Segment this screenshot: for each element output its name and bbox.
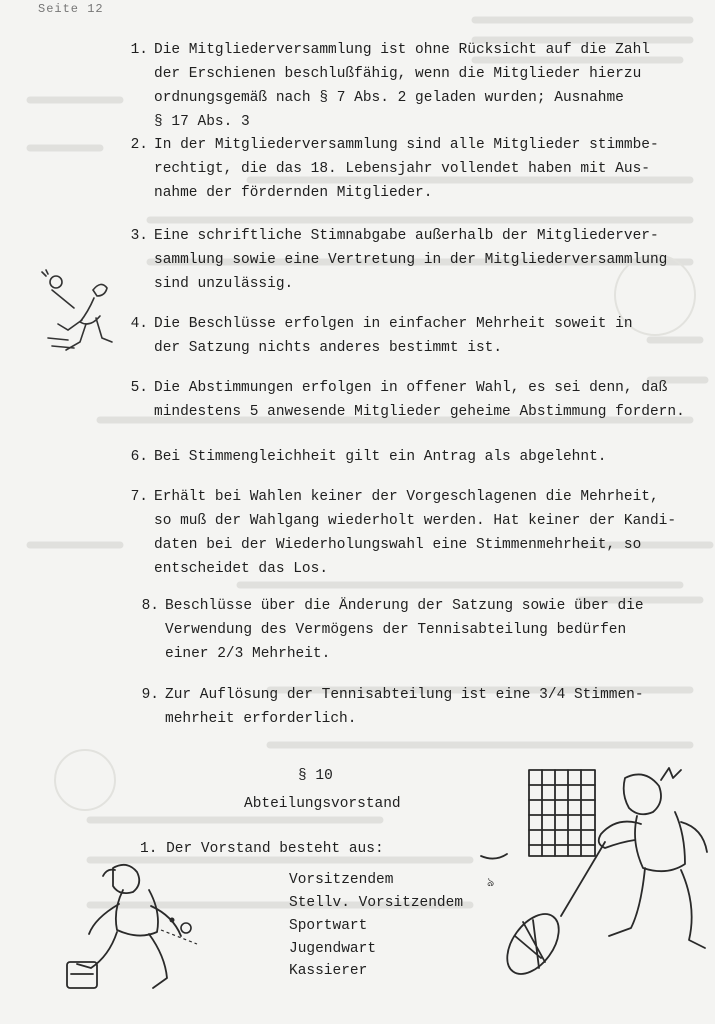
- clause-3: [122, 224, 702, 296]
- clause-text: sind unzulässig.: [154, 276, 294, 292]
- clause-text: der Erschienen beschlußfähig, wenn die Mitglieder hierzu: [154, 66, 642, 82]
- clause-4: [122, 312, 702, 360]
- clause-number: 6.: [130, 449, 148, 465]
- section-symbol: § 10: [298, 768, 333, 784]
- clause-text: Die Beschlüsse erfolgen in einfacher Mehrheit soweit in: [154, 316, 633, 332]
- clause-8: [133, 594, 713, 666]
- clause-9: [133, 683, 713, 731]
- board-intro-text: Der Vorstand besteht aus:: [166, 841, 384, 857]
- clause-text: mindestens 5 anwesende Mitglieder geheime Abstimmung fordern.: [154, 404, 685, 420]
- clause-text: Die Abstimmungen erfolgen in offener Wahl, es sei denn, daß: [154, 380, 668, 396]
- clause-2: [122, 133, 702, 205]
- clause-text: ordnungsgemäß nach § 7 Abs. 2 geladen wurden; Ausnahme: [154, 90, 624, 106]
- clause-text: Zur Auflösung der Tennisabteilung ist eine 3/4 Stimmen-: [165, 687, 644, 703]
- clause-text: Erhält bei Wahlen keiner der Vorgeschlagenen die Mehrheit,: [154, 489, 659, 505]
- clause-number: 3.: [130, 228, 148, 244]
- clause-text: sammlung sowie eine Vertretung in der Mitgliederversammlung: [154, 252, 668, 268]
- clause-text: einer 2/3 Mehrheit.: [165, 646, 331, 662]
- board-member: Stellv. Vorsitzendem: [289, 895, 464, 911]
- clause-number: 2.: [130, 137, 148, 153]
- clause-number: 1.: [130, 42, 148, 58]
- clause-text: Bei Stimmengleichheit gilt ein Antrag als abgelehnt.: [154, 449, 607, 465]
- clause-number: 4.: [130, 316, 148, 332]
- board-intro: [140, 841, 384, 857]
- clause-text: Verwendung des Vermögens der Tennisabteilung bedürfen: [165, 622, 627, 638]
- board-member: Sportwart: [289, 918, 368, 934]
- clause-number: 7.: [130, 489, 148, 505]
- clause-number: 8.: [141, 598, 159, 614]
- clause-text: Eine schriftliche Stimnabgabe außerhalb der Mitgliederver-: [154, 228, 659, 244]
- board-member: Vorsitzendem: [289, 872, 394, 888]
- clause-number: 9.: [141, 687, 159, 703]
- clause-1: [122, 38, 702, 134]
- clause-text: Die Mitgliederversammlung ist ohne Rücksicht auf die Zahl: [154, 42, 650, 58]
- board-number: 1.: [140, 841, 158, 857]
- board-member: Jugendwart: [289, 941, 377, 957]
- clause-text: der Satzung nichts anderes bestimmt ist.: [154, 340, 503, 356]
- clause-5: [122, 376, 702, 424]
- section-title: Abteilungsvorstand: [244, 796, 401, 812]
- clause-text: rechtigt, die das 18. Lebensjahr vollendet haben mit Aus-: [154, 161, 650, 177]
- clause-text: nahme der fördernden Mitglieder.: [154, 185, 433, 201]
- clause-number: 5.: [130, 380, 148, 396]
- board-member: Kassierer: [289, 963, 368, 979]
- clause-text: so muß der Wahlgang wiederholt werden. Hat keiner der Kandi-: [154, 513, 677, 529]
- page-number: Seite 12: [38, 2, 104, 16]
- tennis-player-doodle-left: [38, 268, 128, 358]
- ball-boy-doodle: [65, 860, 205, 1010]
- clause-text: entscheidet das Los.: [154, 561, 329, 577]
- clause-text: mehrheit erforderlich.: [165, 711, 357, 727]
- clause-text: § 17 Abs. 3: [154, 114, 250, 130]
- clause-text: Beschlüsse über die Änderung der Satzung sowie über die: [165, 598, 644, 614]
- tennis-player-net-doodle: [475, 760, 715, 990]
- clause-7: [122, 485, 702, 581]
- clause-text: daten bei der Wiederholungswahl eine Stimmenmehrheit, so: [154, 537, 642, 553]
- clause-6: [122, 445, 702, 469]
- clause-text: In der Mitgliederversammlung sind alle Mitglieder stimmbe-: [154, 137, 659, 153]
- svg-text:ঌ: ঌ: [487, 875, 495, 889]
